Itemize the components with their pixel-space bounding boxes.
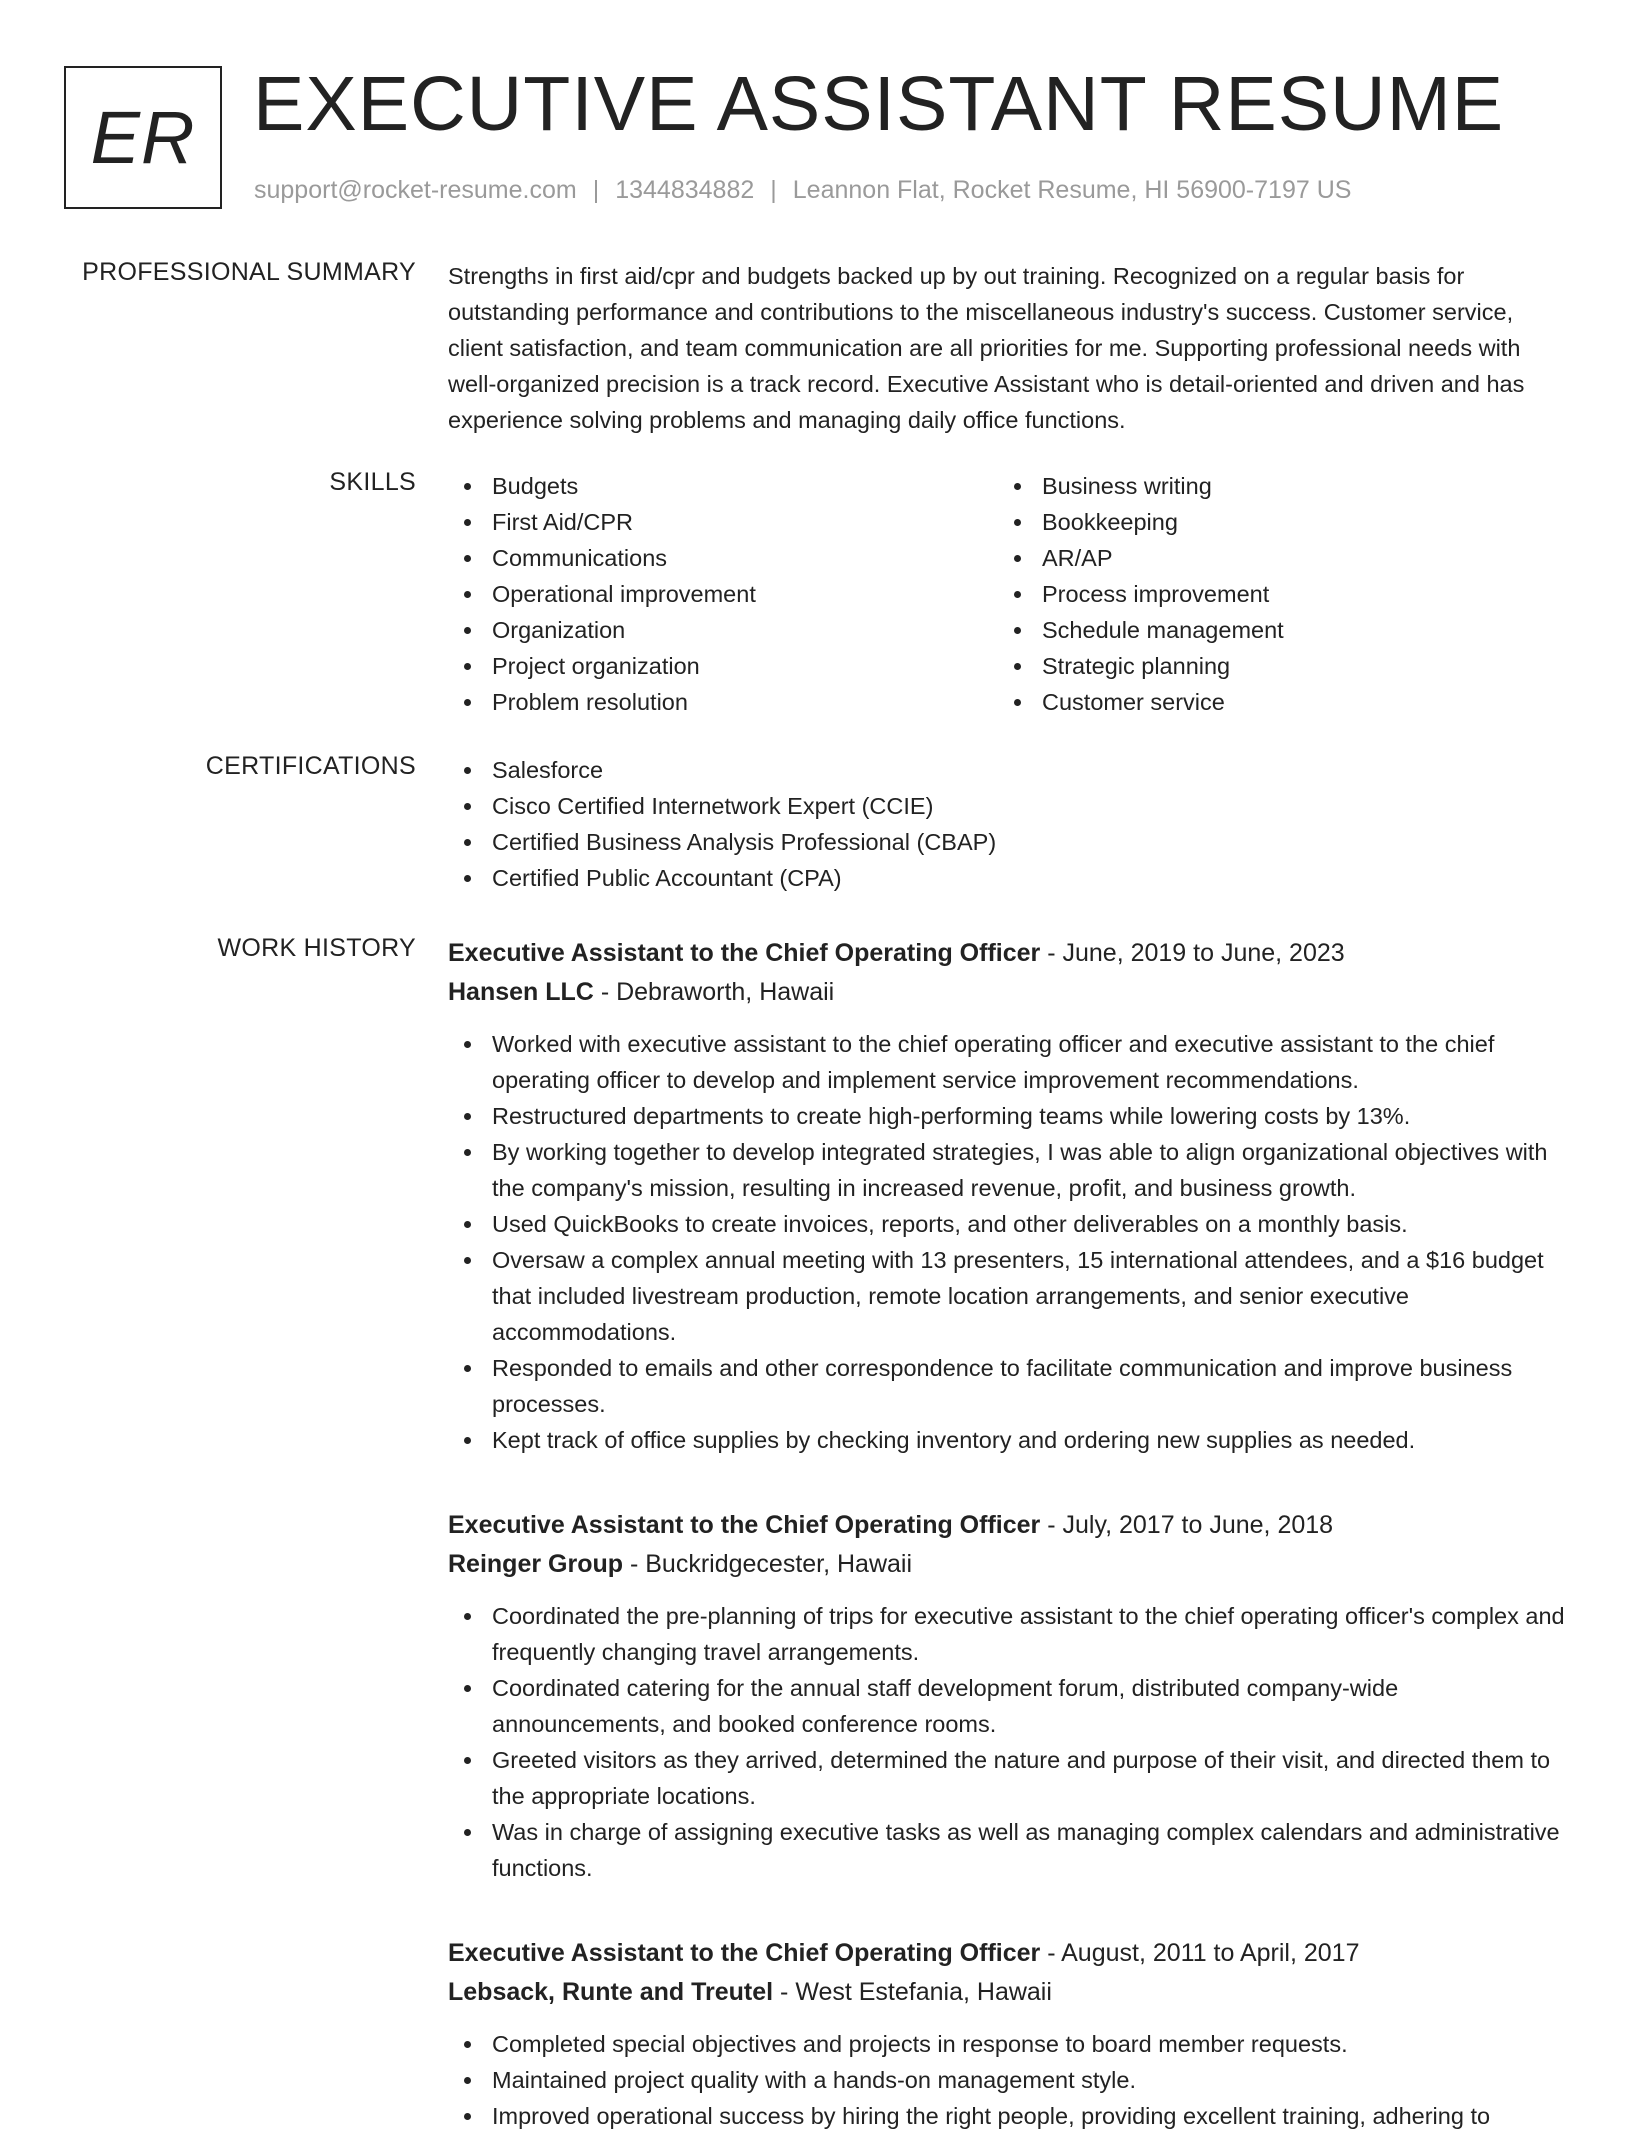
contact-address: Leannon Flat, Rocket Resume, HI 56900-7197 US	[792, 176, 1352, 204]
contact-phone: 1344834882	[615, 176, 755, 204]
skills-list-right	[998, 468, 1548, 720]
job-company-line	[448, 1972, 1568, 2012]
job-company-line	[448, 972, 1568, 1012]
job-title: Executive Assistant to the Chief Operating Officer	[448, 939, 1041, 967]
skills-list-left	[448, 468, 998, 720]
section-label-work-history: WORK HISTORY	[217, 934, 416, 962]
job-title: Executive Assistant to the Chief Operating Officer	[448, 1939, 1041, 1967]
job-entry	[448, 1934, 1568, 2134]
certifications-list	[448, 752, 1568, 896]
list-item: Strategic planning	[998, 648, 1548, 684]
list-item: Bookkeeping	[998, 504, 1548, 540]
skills-columns	[448, 468, 1568, 720]
list-item: Worked with executive assistant to the chief operating officer and executive assistant to the chief operating officer to develop and implement service improvement recommendations.	[448, 1026, 1568, 1098]
monogram-initials: ER	[90, 95, 196, 179]
contact-separator: |	[770, 176, 777, 204]
job-company: Lebsack, Runte and Treutel	[448, 1978, 774, 2006]
list-item: Kept track of office supplies by checking inventory and ordering new supplies as needed.	[448, 1422, 1568, 1458]
job-entry	[448, 934, 1568, 1458]
contact-separator: |	[592, 176, 600, 204]
job-title: Executive Assistant to the Chief Operating Officer	[448, 1511, 1041, 1539]
list-item: Maintained project quality with a hands-on management style.	[448, 2062, 1568, 2098]
list-item: Was in charge of assigning executive tasks as well as managing complex calendars and administrative functions.	[448, 1814, 1568, 1886]
job-company: Hansen LLC	[448, 978, 594, 1006]
monogram-badge	[64, 66, 222, 209]
list-item: Completed special objectives and projects in response to board member requests.	[448, 2026, 1568, 2062]
summary-text: Strengths in first aid/cpr and budgets backed up by out training. Recognized on a regular basis for outstanding performance and contributions to the miscellaneous industry's success. Customer service, client satisfaction, and team communication are all priorities for me. Supporting professional needs with well-organized precision is a track record. Executive Assistant who is detail-oriented and driven and has experience solving problems and managing daily office functions.	[448, 263, 1525, 433]
jobs-list	[448, 934, 1568, 2134]
list-item: Schedule management	[998, 612, 1548, 648]
list-item: Problem resolution	[448, 684, 998, 720]
list-item: AR/AP	[998, 540, 1548, 576]
job-bullets	[448, 1026, 1568, 1458]
list-item: Process improvement	[998, 576, 1548, 612]
section-label-certifications: CERTIFICATIONS	[205, 752, 416, 780]
section-label-skills: SKILLS	[329, 468, 416, 496]
job-location: - West Estefania, Hawaii	[780, 1978, 1052, 2006]
list-item: Business writing	[998, 468, 1548, 504]
job-dates: - June, 2019 to June, 2023	[1047, 939, 1345, 967]
resume-header	[64, 61, 1564, 211]
job-company: Reinger Group	[448, 1550, 624, 1578]
job-title-line	[448, 934, 1568, 972]
resume-title: EXECUTIVE ASSISTANT RESUME	[253, 61, 1505, 147]
job-company-line	[448, 1544, 1568, 1584]
list-item: Salesforce	[448, 752, 1568, 788]
job-bullets	[448, 2026, 1568, 2134]
list-item: First Aid/CPR	[448, 504, 998, 540]
list-item: Customer service	[998, 684, 1548, 720]
list-item: Project organization	[448, 648, 998, 684]
list-item: By working together to develop integrated strategies, I was able to align organizational objectives with the company's mission, resulting in increased revenue, profit, and business growth.	[448, 1134, 1568, 1206]
list-item: Operational improvement	[448, 576, 998, 612]
list-item: Budgets	[448, 468, 998, 504]
list-item: Used QuickBooks to create invoices, reports, and other deliverables on a monthly basis.	[448, 1206, 1568, 1242]
job-entry	[448, 1506, 1568, 1886]
list-item: Responded to emails and other correspondence to facilitate communication and improve business processes.	[448, 1350, 1568, 1422]
list-item: Organization	[448, 612, 998, 648]
section-label-summary: PROFESSIONAL SUMMARY	[82, 258, 416, 286]
list-item: Cisco Certified Internetwork Expert (CCIE)	[448, 788, 1568, 824]
list-item: Communications	[448, 540, 998, 576]
list-item: Certified Business Analysis Professional (CBAP)	[448, 824, 1568, 860]
list-item: Coordinated the pre-planning of trips for executive assistant to the chief operating officer's complex and frequently changing travel arrangements.	[448, 1598, 1568, 1670]
job-location: - Debraworth, Hawaii	[600, 978, 835, 1006]
list-item: Restructured departments to create high-performing teams while lowering costs by 13%.	[448, 1098, 1568, 1134]
job-title-line	[448, 1506, 1568, 1544]
job-location: - Buckridgecester, Hawaii	[629, 1550, 913, 1578]
job-dates: - August, 2011 to April, 2017	[1047, 1939, 1360, 1967]
job-bullets	[448, 1598, 1568, 1886]
contact-line	[254, 176, 1351, 205]
list-item: Greeted visitors as they arrived, determined the nature and purpose of their visit, and directed them to the appropriate locations.	[448, 1742, 1568, 1814]
list-item: Certified Public Accountant (CPA)	[448, 860, 1568, 896]
list-item: Improved operational success by hiring the right people, providing excellent training, adhering to	[448, 2098, 1568, 2134]
list-item: Oversaw a complex annual meeting with 13 presenters, 15 international attendees, and a $16 budget that included livestream production, remote location arrangements, and senior executive accommodations.	[448, 1242, 1568, 1350]
list-item: Coordinated catering for the annual staff development forum, distributed company-wide announcements, and booked conference rooms.	[448, 1670, 1568, 1742]
job-dates: - July, 2017 to June, 2018	[1047, 1511, 1334, 1539]
contact-email: support@rocket-resume.com	[254, 176, 577, 204]
job-title-line	[448, 1934, 1568, 1972]
